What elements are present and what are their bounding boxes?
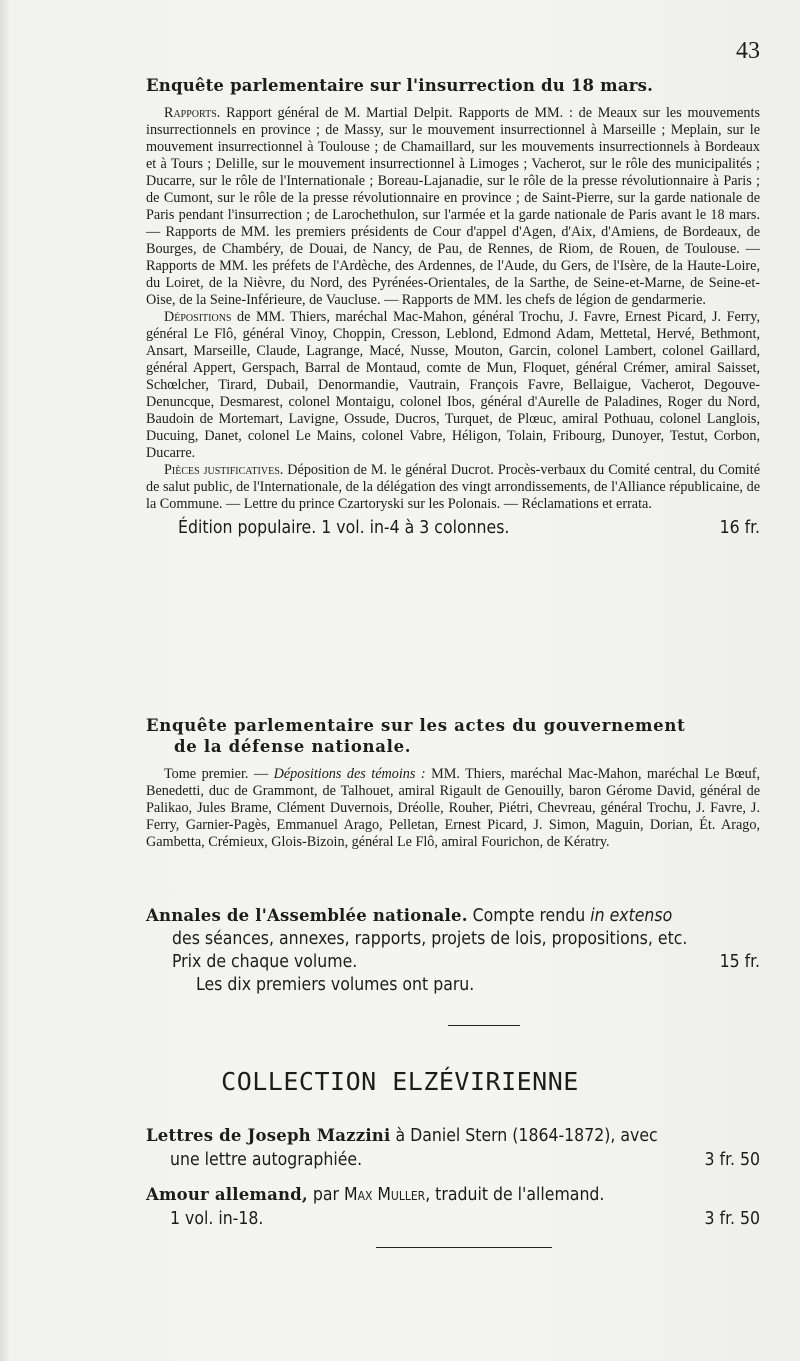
annales-italic: in extenso: [590, 906, 673, 926]
annales-line2: des séances, annexes, rapports, projets de lois, propositions, etc.: [172, 929, 688, 949]
edition-line: [146, 518, 760, 538]
pieces-text: Déposition de M. le général Ducrot. Procès-verbaux du Comité central, du Comité de salut public, de l'Internationale, de la délégation des vingt arrondissements, de l'Alliance républicaine, de la Commune. — Lettre du prince Czartoryski sur les Polonais. — Réclamations et errata.: [146, 462, 760, 512]
edition-price: 16 fr.: [719, 518, 760, 538]
section-annales: [146, 904, 760, 997]
amour-text-a: par: [307, 1185, 344, 1205]
divider-rule: [448, 1025, 520, 1026]
rapports-text: Rapport général de M. Martial Delpit. Rapports de MM. : de Meaux sur les mouvements insurrectionnels en province ; de Massy, sur le mouvement insurrectionnel à Marseille ; Meplain, sur le mouvement insurrectionnel à Toulouse ; de Chamaillard, sur les mouvements insurrectionnels à Bordeaux et à Tours ; Delille, sur le mouvement insurrectionnel à Limoges ; Vacherot, sur le rôle des municipalités ; Ducarre, sur le rôle de l'Internationale ; Boreau-Lajanadie, sur le rôle de la presse révolutionnaire à Paris ; de Cumont, sur le rôle de la presse révolutionnaire en province ; de Saint-Pierre, sur la garde nationale de Paris pendant l'insurrection ; de Larochethulon, sur l'armée et la garde nationale de Paris avant le 18 mars. — Rapports de MM. les premiers présidents de Cour d'appel d'Agen, d'Aix, d'Amiens, de Bordeaux, de Bourges, de Chambéry, de Douai, de Nancy, de Pau, de Rennes, de Riom, de Rouen, de Toulouse. — Rapports de MM. les préfets de l'Ardèche, des Ardennes, de l'Aude, du Gers, de l'Isère, de la Haute-Loire, du Loiret, de la Nièvre, du Nord, des Pyrénées-Orientales, de la Sarthe, de Seine-et-Marne, de Seine-et-Oise, de la Seine-Inférieure, de Vaucluse. — Rapports de MM. les chefs de légion de gendarmerie.: [146, 105, 760, 308]
tome-text: MM. Thiers, maréchal Mac-Mahon, maréchal Le Bœuf, Benedetti, duc de Grammont, de Talhouet, amiral Rigault de Genouilly, baron Gérome David, général de Palikao, Jules Brame, Clément Duvernois, Dréolle, Rouher, Piétri, Chevreau, général Trochu, J. Favre, J. Ferry, Garnier-Pagès, Emmanuel Arago, Pelletan, Ernest Picard, J. Simon, Maguin, Dorian, Ét. Arago, Gambetta, Crémieux, Glois-Bizoin, général Le Flô, amiral Fourichon, de Kératry.: [146, 766, 761, 850]
tome-label: Tome premier. —: [164, 766, 274, 782]
annales-line1: [146, 904, 760, 928]
section-title: Enquête parlementaire sur l'insurrection du 18 mars.: [146, 76, 654, 95]
section-enquete-18-mars: [146, 76, 760, 538]
depositions-text: de MM. Thiers, maréchal Mac-Mahon, général Trochu, J. Favre, Ernest Picard, J. Ferry, général Le Flô, général Vinoy, Choppin, Cresson, Leblond, Edmond Adam, Mettetal, Hervé, Bethmont, Ansart, Marseille, Claude, Lagrange, Macé, Nusse, Mouton, Garcin, colonel Lambert, colonel Gaillard, général Appert, Gerspach, Barral de Montaud, comte de Mun, Floquet, général Crémer, amiral Saisset, Schœlcher, Tirard, Dubail, Denormandie, Vautrain, François Favre, Bellaigue, Vacherot, Degouve-Denuncque, Desmarest, colonel Montaigu, colonel Ibos, général d'Aurelle de Paladines, Roger du Nord, Baudoin de Mortemart, Lavigne, Ossude, Ducros, Turquet, de Plœuc, amiral Pothuau, colonel Langlois, Ducuing, Danet, colonel Le Mains, colonel Vabre, Héligon, Tolain, Fribourg, Dunoyer, Testut, Corbon, Ducarre.: [146, 309, 760, 461]
annales-line4: Les dix premiers volumes ont paru.: [196, 975, 475, 995]
annales-text: Compte rendu: [467, 906, 591, 926]
amour-detail: 1 vol. in-18.: [170, 1209, 264, 1229]
edition-text: Édition populaire. 1 vol. in-4 à 3 colonnes.: [178, 518, 510, 538]
annales-price-label: Prix de chaque volume.: [172, 952, 358, 972]
amour-title: Amour allemand,: [146, 1185, 308, 1204]
mazzini-detail: une lettre autographiée.: [170, 1150, 363, 1170]
collection-title: COLLECTION ELZÉVIRIENNE: [221, 1067, 579, 1096]
mazzini-line1: [146, 1124, 760, 1148]
page-number: 43: [736, 38, 760, 64]
tome-italic: Dépositions des témoins :: [273, 766, 426, 782]
mazzini-text: à Daniel Stern (1864-1872), avec: [390, 1126, 658, 1146]
depositions-paragraph: [146, 309, 760, 462]
annales-title: Annales de l'Assemblée nationale.: [146, 906, 468, 925]
rapports-label: Rapports.: [164, 105, 221, 121]
annales-price: 15 fr.: [719, 952, 760, 972]
depositions-label: Dépositions: [164, 309, 232, 325]
rapports-paragraph: [146, 105, 760, 309]
pieces-paragraph: [146, 462, 760, 513]
mazzini-title: Lettres de Joseph Mazzini: [146, 1126, 391, 1145]
amour-line2: [146, 1207, 760, 1231]
entry-mazzini: [146, 1124, 760, 1172]
amour-price: 3 fr. 50: [704, 1209, 760, 1229]
mazzini-line2: [146, 1148, 760, 1172]
entry-amour: [146, 1183, 760, 1231]
end-rule: [376, 1247, 552, 1248]
annales-line3: [146, 951, 760, 974]
section-enquete-defense: [146, 716, 760, 851]
section-title-line1: Enquête parlementaire sur les actes du gouvernement: [146, 716, 686, 735]
amour-author: Max Muller: [343, 1185, 426, 1205]
mazzini-price: 3 fr. 50: [704, 1150, 760, 1170]
pieces-label: Pièces justificatives.: [164, 462, 284, 478]
amour-line1: [146, 1183, 760, 1207]
section-title-line2: de la défense nationale.: [174, 737, 412, 756]
amour-text-b: , traduit de l'allemand.: [425, 1185, 605, 1205]
tome-paragraph: [146, 766, 760, 851]
